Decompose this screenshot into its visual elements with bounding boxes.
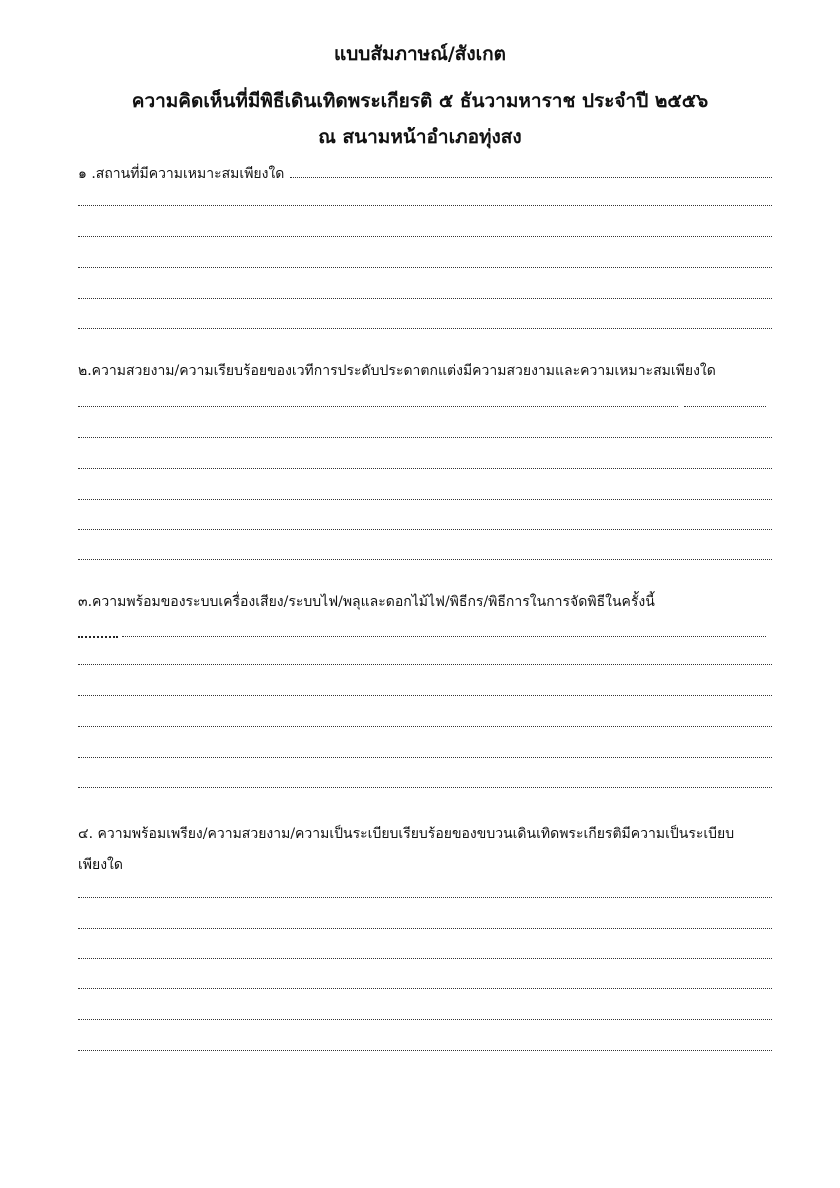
form-location: ณ สนามหน้าอำเภอทุ่งสง xyxy=(318,126,522,148)
answer-line[interactable] xyxy=(78,636,118,638)
answer-line[interactable] xyxy=(78,664,772,665)
answer-line[interactable] xyxy=(78,897,772,898)
answer-line[interactable] xyxy=(78,267,772,268)
question-4-label: ๔. ความพร้อมเพรียง/ความสวยงาม/ความเป็นระเบียบเรียบร้อยของขบวนเดินเทิดพระเกียรติมีความเป็นระเบียบ xyxy=(78,826,735,842)
answer-line[interactable] xyxy=(78,928,772,929)
answer-line[interactable] xyxy=(78,726,772,727)
answer-line[interactable] xyxy=(78,468,772,469)
answer-line[interactable] xyxy=(78,757,772,758)
form-title: แบบสัมภาษณ์/สังเกต xyxy=(334,43,506,65)
answer-line[interactable] xyxy=(122,636,766,637)
question-1 xyxy=(78,163,772,185)
answer-line[interactable] xyxy=(78,1050,772,1051)
answer-line[interactable] xyxy=(78,695,772,696)
answer-line[interactable] xyxy=(78,406,678,407)
answer-line[interactable] xyxy=(78,205,772,206)
form-subtitle: ความคิดเห็นที่มีพิธีเดินเทิดพระเกียรติ ๕ ธันวามหาราช ประจำปี ๒๕๕๖ xyxy=(131,90,709,112)
answer-line[interactable] xyxy=(78,958,772,959)
answer-line[interactable] xyxy=(78,499,772,500)
question-3-label: ๓.ความพร้อมของระบบเครื่องเสียง/ระบบไฟ/พลุและดอกไม้ไฟ/พิธีกร/พิธีการในการจัดพิธีในครั้งนี้ xyxy=(78,594,655,610)
question-2 xyxy=(78,360,772,382)
question-4-continued xyxy=(78,854,772,876)
answer-line[interactable] xyxy=(78,787,772,788)
answer-line[interactable] xyxy=(290,177,772,178)
answer-line[interactable] xyxy=(78,328,772,329)
question-2-label: ๒.ความสวยงาม/ความเรียบร้อยของเวทีการประดับประดาตกแต่งมีความสวยงามและความเหมาะสมเพียงใด xyxy=(78,363,716,379)
question-4 xyxy=(78,823,772,845)
answer-line[interactable] xyxy=(78,529,772,530)
answer-line[interactable] xyxy=(684,406,766,407)
answer-line[interactable] xyxy=(78,236,772,237)
question-4-label-cont: เพียงใด xyxy=(78,857,123,873)
question-1-label: ๑ .สถานที่มีความเหมาะสมเพียงใด xyxy=(78,166,285,182)
answer-line[interactable] xyxy=(78,1019,772,1020)
answer-line[interactable] xyxy=(78,298,772,299)
answer-line[interactable] xyxy=(78,437,772,438)
question-3 xyxy=(78,591,772,613)
answer-line[interactable] xyxy=(78,559,772,560)
answer-line[interactable] xyxy=(78,988,772,989)
